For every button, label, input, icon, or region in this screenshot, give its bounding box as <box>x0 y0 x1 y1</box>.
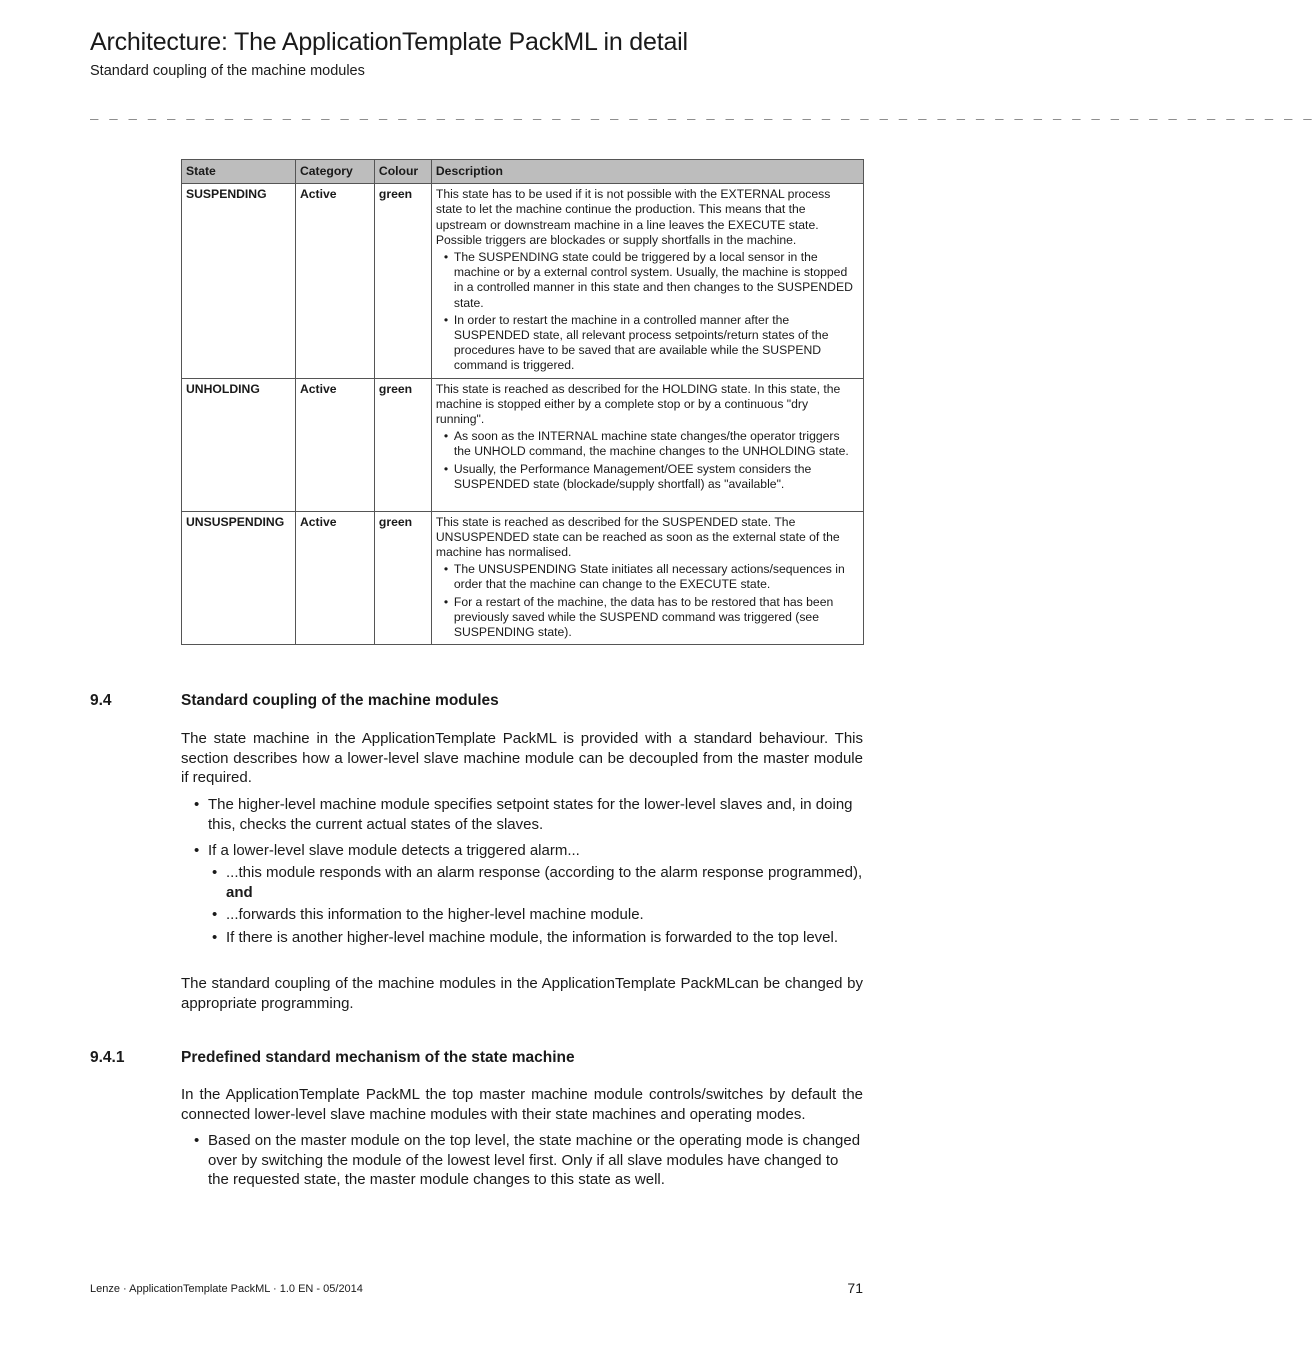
cell-state: SUSPENDING <box>182 184 296 378</box>
section-paragraph: The state machine in the ApplicationTemplate PackML is provided with a standard behaviour. This section describes how a lower-level slave machine module can be decoupled from the master module if required. <box>181 730 863 786</box>
list-item <box>199 863 863 902</box>
page-number: 71 <box>847 1280 863 1296</box>
cell-description <box>431 184 863 378</box>
cell-category: Active <box>295 378 374 511</box>
description-bullets <box>436 562 859 640</box>
table-row <box>182 378 864 511</box>
list-item: • ...forwards this information to the higher-level machine module. <box>199 905 863 925</box>
header-state: State <box>182 160 296 184</box>
cell-description <box>431 511 863 645</box>
cell-category: Active <box>295 511 374 645</box>
list-item: • Based on the master module on the top level, the state machine or the operating mode is changed over by switching the module of the lowest level first. Only if all slave modules have changed to the requested state, the master module changes to this state as well. <box>181 1131 863 1190</box>
description-bullets <box>436 250 859 374</box>
description-intro: This state is reached as described for the SUSPENDED state. The UNSUSPENDED state can be reached as soon as the external state of the machine has normalised. <box>435 514 840 560</box>
state-table <box>181 159 864 645</box>
cell-description <box>431 378 863 511</box>
section-title: Predefined standard mechanism of the state machine <box>181 1049 575 1066</box>
table-header-row <box>182 160 864 184</box>
list-item: • If there is another higher-level machine module, the information is forwarded to the top level. <box>199 928 863 948</box>
bullet-list <box>181 795 863 834</box>
cell-colour: green <box>374 378 431 511</box>
description-bullet: • As soon as the INTERNAL machine state changes/the operator triggers the UNHOLD command, the machine changes to the UNHOLDING state. <box>454 429 859 459</box>
header-rule: _ _ _ _ _ _ _ _ _ _ _ _ _ _ _ _ _ _ _ _ _ _ _ _ _ _ _ _ _ _ _ _ _ _ _ _ _ _ _ _ _ _ _ _ _ _ _ _ _ _ _ _ _ _ _ _ _ _ _ _ _ _ _ _ <box>90 104 1313 120</box>
sub-bullet-list <box>199 928 863 948</box>
header-colour: Colour <box>374 160 431 184</box>
page-subtitle: Standard coupling of the machine modules <box>90 63 365 79</box>
description-bullet: • The SUSPENDING state could be triggered by a local sensor in the machine or by a external control system. Usually, the machine is stopped in a controlled manner in this state and then changes to the SUSPENDED state. <box>454 250 859 311</box>
description-bullet: • In order to restart the machine in a controlled manner after the SUSPENDED state, all relevant process setpoints/return states of the procedures have to be saved that are available while the SUSPEND command is triggered. <box>454 313 859 374</box>
cell-colour: green <box>374 184 431 378</box>
cell-colour: green <box>374 511 431 645</box>
description-intro: This state is reached as described for the HOLDING state. In this state, the machine is stopped either by a complete stop or by a continuous "dry running". <box>435 381 841 427</box>
section-paragraph: In the ApplicationTemplate PackML the top master machine module controls/switches by default the connected lower-level slave machine modules with their state machines and operating modes. <box>181 1086 863 1123</box>
table-row <box>182 184 864 378</box>
description-bullet: • The UNSUSPENDING State initiates all necessary actions/sequences in order that the machine can change to the EXECUTE state. <box>454 562 859 592</box>
footer-text: Lenze · ApplicationTemplate PackML · 1.0 EN - 05/2014 <box>90 1283 363 1295</box>
cell-category: Active <box>295 184 374 378</box>
table-row <box>182 511 864 645</box>
description-bullet: • Usually, the Performance Management/OEE system considers the SUSPENDED state (blockade/supply shortfall) as "available". <box>454 462 859 492</box>
header-category: Category <box>295 160 374 184</box>
section-paragraph: The standard coupling of the machine modules in the ApplicationTemplate PackMLcan be changed by appropriate programming. <box>181 975 863 1012</box>
bullet-list <box>181 841 863 861</box>
sub-bullet-list <box>199 905 863 925</box>
description-bullet: • For a restart of the machine, the data has to be restored that has been previously saved while the SUSPEND command was triggered (see SUSPENDING state). <box>454 595 859 641</box>
header-description: Description <box>431 160 863 184</box>
section-number: 9.4.1 <box>90 1049 125 1066</box>
description-intro: This state has to be used if it is not possible with the EXTERNAL process state to let the machine continue the production. This means that the upstream or downstream machine in a line leaves the EXECUTE state. Possible triggers are blockades or supply shortfalls in the machine. <box>435 187 831 247</box>
list-item-text: ...this module responds with an alarm response (according to the alarm response programmed), <box>226 864 863 881</box>
section-number: 9.4 <box>90 692 112 709</box>
page-title: Architecture: The ApplicationTemplate PackML in detail <box>90 28 688 56</box>
section-title: Standard coupling of the machine modules <box>181 692 499 709</box>
cell-state: UNHOLDING <box>182 378 296 511</box>
cell-state: UNSUSPENDING <box>182 511 296 645</box>
list-item: • If a lower-level slave module detects a triggered alarm... <box>181 841 863 861</box>
bullet-list <box>181 1131 863 1190</box>
sub-bullet-list <box>199 863 863 902</box>
list-item-emphasis: and <box>226 883 253 901</box>
list-item: • The higher-level machine module specifies setpoint states for the lower-level slaves and, in doing this, checks the current actual states of the slaves. <box>181 795 863 834</box>
description-bullets <box>436 429 859 492</box>
